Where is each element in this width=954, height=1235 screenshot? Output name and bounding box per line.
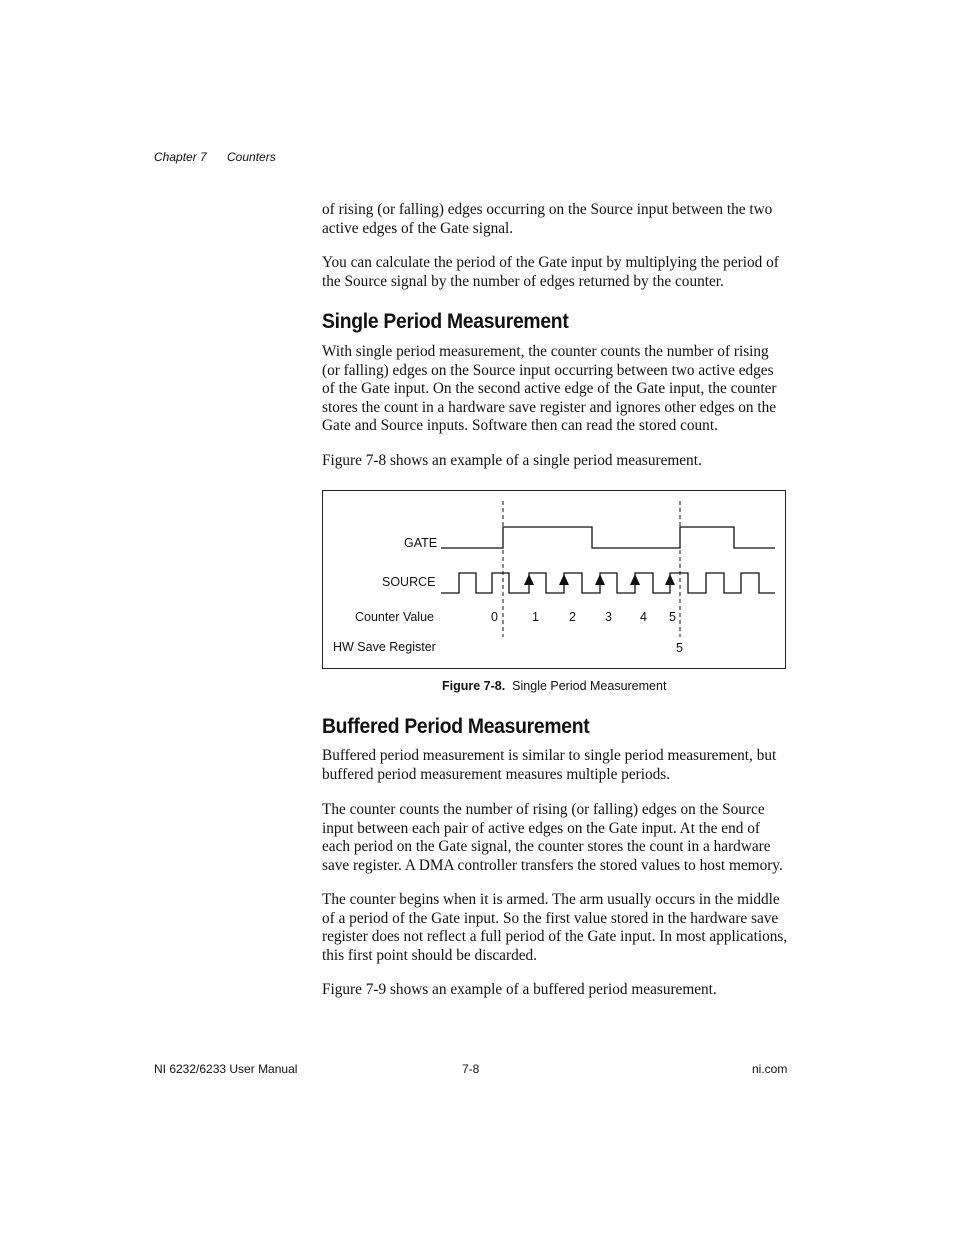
timing-diagram <box>323 491 785 668</box>
caption-title: Single Period Measurement <box>512 679 667 693</box>
header-section: Counters <box>227 150 276 164</box>
edge-arrow-4 <box>630 574 640 585</box>
paragraph-3: With single period measurement, the counter counts the number of rising (or falling) edges on the Source input occurring between two active edges of the Gate input. On the second active edge of the Gate input, the counter stores the count in a hardware save register and ignores other edges on the Gate and Source inputs. Software then can read the stored count. <box>322 343 777 435</box>
edge-arrow-2 <box>559 574 569 585</box>
counter-value-label: Counter Value <box>355 610 434 624</box>
footer-manual: NI 6232/6233 User Manual <box>154 1062 298 1076</box>
paragraph-4: Figure 7-8 shows an example of a single period measurement. <box>322 452 702 469</box>
counter-value-5: 5 <box>669 610 676 624</box>
paragraph-1: of rising (or falling) edges occurring on the Source input between the two active edges of the Gate signal. <box>322 201 773 237</box>
paragraph-8: Figure 7-9 shows an example of a buffered period measurement. <box>322 981 717 998</box>
paragraph-5: Buffered period measurement is similar to single period measurement, but buffered period measurement measures multiple periods. <box>322 747 777 783</box>
counter-value-1: 1 <box>532 610 539 624</box>
hw-save-value: 5 <box>676 641 683 655</box>
paragraph-6: The counter counts the number of rising (or falling) edges on the Source input between each pair of active edges on the Gate input. At the end of each period on the Gate signal, the counter stores the count in a hardware save register. A DMA controller transfers the stored values to host memory. <box>322 801 783 874</box>
counter-value-2: 2 <box>569 610 576 624</box>
gate-waveform <box>441 527 775 548</box>
counter-value-0: 0 <box>491 610 498 624</box>
counter-value-3: 3 <box>605 610 612 624</box>
edge-arrow-3 <box>595 574 605 585</box>
caption-number: Figure 7-8. <box>442 679 506 693</box>
paragraph-7: The counter begins when it is armed. The arm usually occurs in the middle of a period of the Gate input. So the first value stored in the hardware save register does not reflect a full period of the Gate input. In most applications, this first point should be discarded. <box>322 891 788 964</box>
heading-single-period: Single Period Measurement <box>322 310 569 333</box>
gate-label: GATE <box>404 536 438 550</box>
figure-single-period <box>322 490 786 669</box>
header-chapter: Chapter 7 <box>154 150 207 164</box>
edge-arrow-1 <box>524 574 534 585</box>
hw-save-register-label: HW Save Register <box>333 640 436 654</box>
source-label: SOURCE <box>382 575 436 589</box>
footer-site: ni.com <box>752 1062 788 1076</box>
paragraph-2: You can calculate the period of the Gate input by multiplying the period of the Source signal by the number of edges returned by the counter. <box>322 254 779 290</box>
counter-value-4: 4 <box>640 610 647 624</box>
figure-caption <box>442 679 666 693</box>
edge-arrow-5 <box>665 574 675 585</box>
footer-page-number: 7-8 <box>462 1062 480 1076</box>
source-waveform <box>441 573 775 593</box>
heading-buffered-period: Buffered Period Measurement <box>322 715 590 738</box>
